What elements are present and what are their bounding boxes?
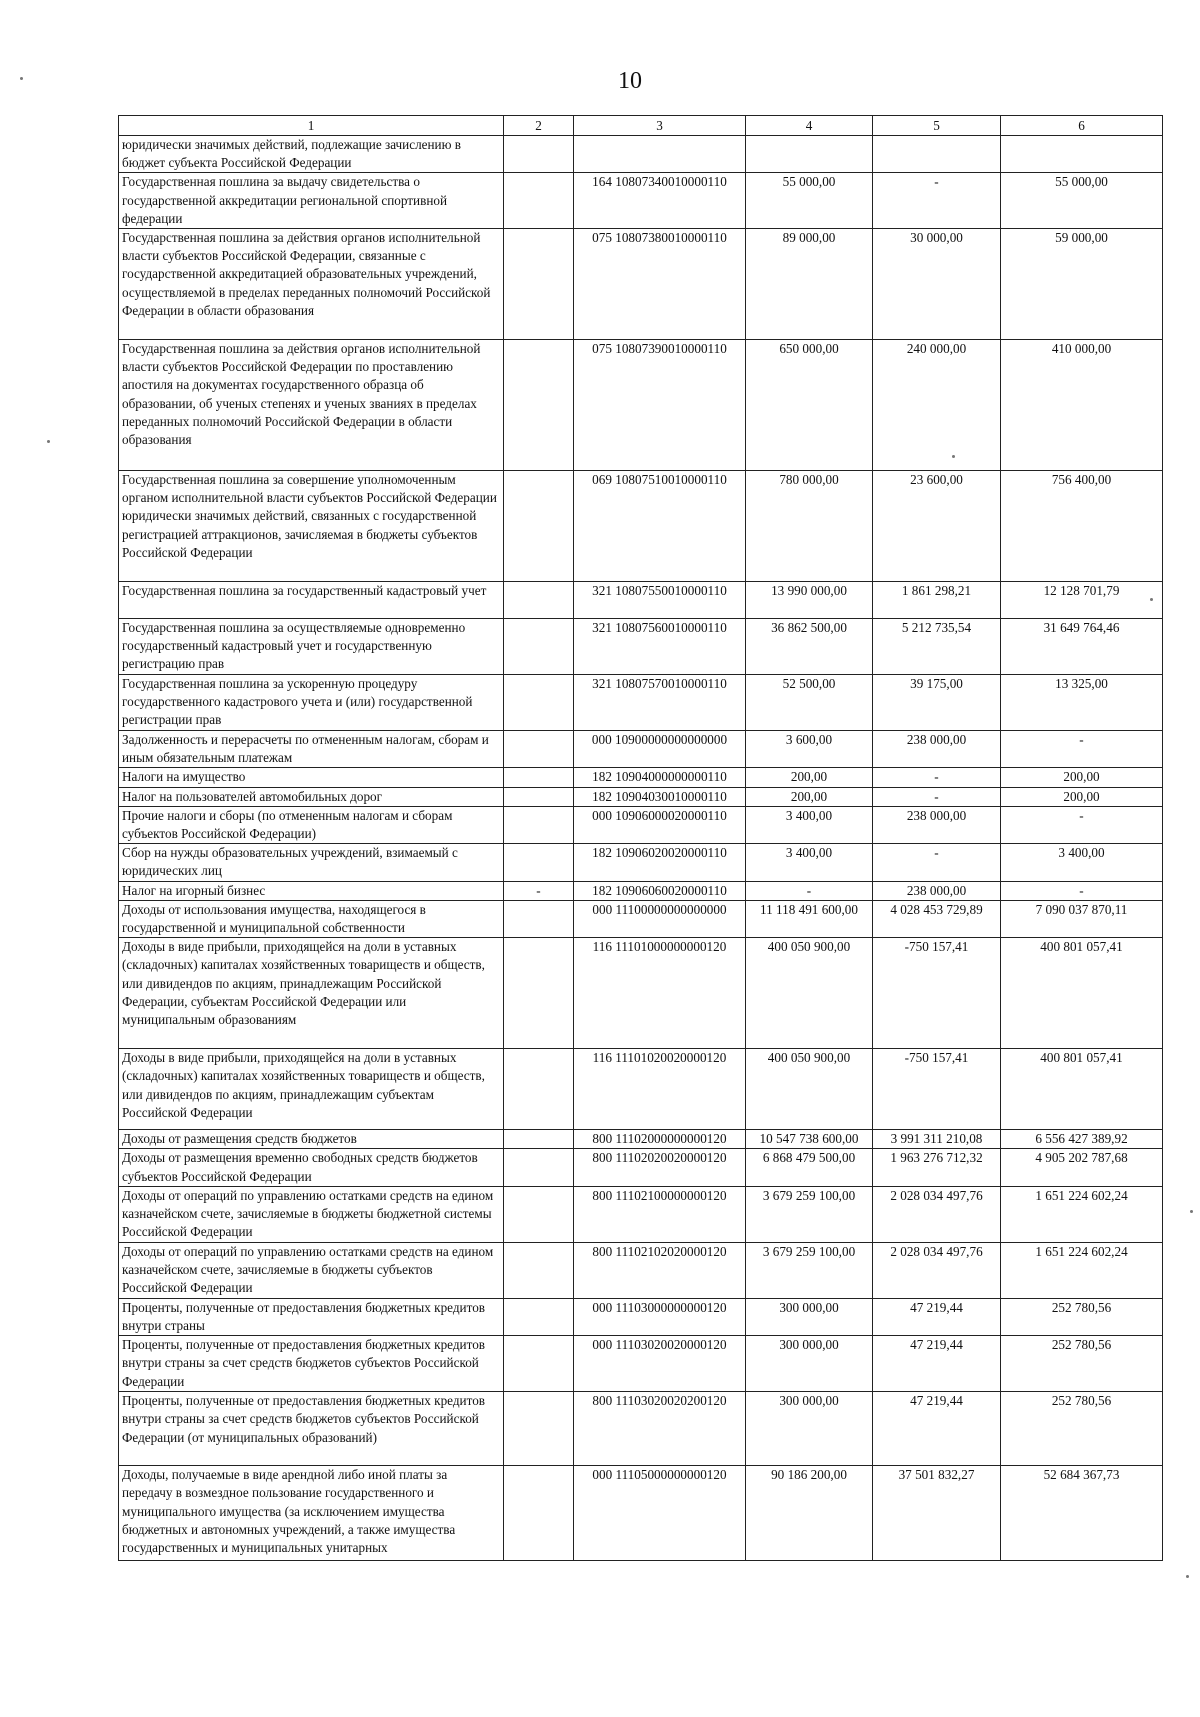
row-executed: - bbox=[873, 787, 1001, 806]
row-name: Налог на пользователей автомобильных дорог bbox=[119, 787, 504, 806]
row-code: 075 10807390010000110 bbox=[574, 340, 746, 471]
row-code: 000 11103020020000120 bbox=[574, 1336, 746, 1392]
revenue-table bbox=[118, 115, 1163, 1561]
table-row bbox=[119, 1466, 1163, 1561]
table-row bbox=[119, 340, 1163, 471]
table-row bbox=[119, 768, 1163, 787]
row-executed: 238 000,00 bbox=[873, 881, 1001, 900]
row-remaining: 7 090 037 870,11 bbox=[1001, 900, 1163, 937]
table-row bbox=[119, 881, 1163, 900]
row-name: Проценты, полученные от предоставления бюджетных кредитов внутри страны за счет средств бюджетов субъектов Российской Федерации (от муниципальных образований) bbox=[119, 1392, 504, 1466]
row-executed: 37 501 832,27 bbox=[873, 1466, 1001, 1561]
row-column-2 bbox=[504, 1049, 574, 1130]
row-column-2 bbox=[504, 900, 574, 937]
row-executed: 47 219,44 bbox=[873, 1298, 1001, 1335]
table-row bbox=[119, 173, 1163, 229]
row-code: 182 10906060020000110 bbox=[574, 881, 746, 900]
row-remaining: 1 651 224 602,24 bbox=[1001, 1186, 1163, 1242]
table-row bbox=[119, 229, 1163, 340]
row-code: 800 11103020020200120 bbox=[574, 1392, 746, 1466]
row-remaining: 31 649 764,46 bbox=[1001, 619, 1163, 675]
table-row bbox=[119, 1392, 1163, 1466]
table-row bbox=[119, 619, 1163, 675]
row-name: Доходы в виде прибыли, приходящейся на доли в уставных (складочных) капиталах хозяйственных товариществ и обществ, или дивидендов по акциям, принадлежащим субъектам Российской Федерации bbox=[119, 1049, 504, 1130]
table-row bbox=[119, 844, 1163, 881]
row-column-2 bbox=[504, 806, 574, 843]
row-remaining: 59 000,00 bbox=[1001, 229, 1163, 340]
row-column-2 bbox=[504, 340, 574, 471]
row-executed: 30 000,00 bbox=[873, 229, 1001, 340]
row-name: юридически значимых действий, подлежащие зачислению в бюджет субъекта Российской Федерации bbox=[119, 136, 504, 173]
table-row bbox=[119, 1242, 1163, 1298]
row-executed: 1 861 298,21 bbox=[873, 582, 1001, 619]
table-row bbox=[119, 938, 1163, 1049]
row-column-2 bbox=[504, 1130, 574, 1149]
row-name: Доходы от операций по управлению остатками средств на едином казначейском счете, зачисляемые в бюджеты бюджетной системы Российской Федерации bbox=[119, 1186, 504, 1242]
row-name: Проценты, полученные от предоставления бюджетных кредитов внутри страны за счет средств бюджетов субъектов Российской Федерации bbox=[119, 1336, 504, 1392]
row-code: 000 11100000000000000 bbox=[574, 900, 746, 937]
row-executed: 47 219,44 bbox=[873, 1392, 1001, 1466]
row-executed: 238 000,00 bbox=[873, 731, 1001, 768]
row-remaining: 55 000,00 bbox=[1001, 173, 1163, 229]
row-plan: 10 547 738 600,00 bbox=[746, 1130, 873, 1149]
row-plan: 780 000,00 bbox=[746, 471, 873, 582]
row-executed: - bbox=[873, 768, 1001, 787]
row-code: 321 10807560010000110 bbox=[574, 619, 746, 675]
table-row bbox=[119, 471, 1163, 582]
row-column-2 bbox=[504, 229, 574, 340]
column-header: 3 bbox=[574, 116, 746, 136]
row-name: Налог на игорный бизнес bbox=[119, 881, 504, 900]
row-name: Доходы от размещения средств бюджетов bbox=[119, 1130, 504, 1149]
row-plan: 13 990 000,00 bbox=[746, 582, 873, 619]
row-plan: 3 600,00 bbox=[746, 731, 873, 768]
row-column-2 bbox=[504, 1242, 574, 1298]
row-remaining: 13 325,00 bbox=[1001, 675, 1163, 731]
row-name: Налоги на имущество bbox=[119, 768, 504, 787]
row-plan: 400 050 900,00 bbox=[746, 1049, 873, 1130]
row-plan bbox=[746, 136, 873, 173]
row-name: Государственная пошлина за совершение уполномоченным органом исполнительной власти субъектов Российской Федерации юридически значимых действий, связанных с государственной регистрацией аттракционов, зачисляемая в бюджеты субъектов Российской Федерации bbox=[119, 471, 504, 582]
row-code: 800 11102020020000120 bbox=[574, 1149, 746, 1186]
row-remaining: 400 801 057,41 bbox=[1001, 1049, 1163, 1130]
row-name: Государственная пошлина за выдачу свидетельства о государственной аккредитации региональной спортивной федерации bbox=[119, 173, 504, 229]
row-name: Государственная пошлина за осуществляемые одновременно государственный кадастровый учет и государственную регистрацию прав bbox=[119, 619, 504, 675]
table-row bbox=[119, 1049, 1163, 1130]
row-executed: - bbox=[873, 844, 1001, 881]
row-plan: 300 000,00 bbox=[746, 1392, 873, 1466]
row-name: Государственная пошлина за государственный кадастровый учет bbox=[119, 582, 504, 619]
row-remaining: 252 780,56 bbox=[1001, 1336, 1163, 1392]
row-column-2 bbox=[504, 173, 574, 229]
row-plan: 400 050 900,00 bbox=[746, 938, 873, 1049]
row-name: Проценты, полученные от предоставления бюджетных кредитов внутри страны bbox=[119, 1298, 504, 1335]
row-column-2 bbox=[504, 938, 574, 1049]
row-code: 321 10807570010000110 bbox=[574, 675, 746, 731]
row-remaining: - bbox=[1001, 881, 1163, 900]
table-row bbox=[119, 1149, 1163, 1186]
row-executed: -750 157,41 bbox=[873, 1049, 1001, 1130]
row-plan: 3 400,00 bbox=[746, 806, 873, 843]
scan-speck bbox=[1150, 598, 1153, 601]
row-code: 164 10807340010000110 bbox=[574, 173, 746, 229]
page-number: 10 bbox=[618, 68, 642, 94]
row-remaining: 4 905 202 787,68 bbox=[1001, 1149, 1163, 1186]
row-plan: 650 000,00 bbox=[746, 340, 873, 471]
table-row bbox=[119, 900, 1163, 937]
row-code: 116 11101020020000120 bbox=[574, 1049, 746, 1130]
row-plan: 90 186 200,00 bbox=[746, 1466, 873, 1561]
column-header: 1 bbox=[119, 116, 504, 136]
row-executed: 2 028 034 497,76 bbox=[873, 1242, 1001, 1298]
column-header: 2 bbox=[504, 116, 574, 136]
row-remaining: 6 556 427 389,92 bbox=[1001, 1130, 1163, 1149]
row-executed: - bbox=[873, 173, 1001, 229]
row-column-2 bbox=[504, 787, 574, 806]
row-name: Доходы в виде прибыли, приходящейся на доли в уставных (складочных) капиталах хозяйственных товариществ и обществ, или дивидендов по акциям, принадлежащим Российской Федерации, субъектам Российской Федерации или муниципальным образованиям bbox=[119, 938, 504, 1049]
row-plan: 6 868 479 500,00 bbox=[746, 1149, 873, 1186]
table-body bbox=[119, 136, 1163, 1561]
column-header: 6 bbox=[1001, 116, 1163, 136]
row-code bbox=[574, 136, 746, 173]
table-row bbox=[119, 787, 1163, 806]
row-name: Доходы от операций по управлению остатками средств на едином казначейском счете, зачисляемые в бюджеты субъектов Российской Федерации bbox=[119, 1242, 504, 1298]
row-remaining: - bbox=[1001, 806, 1163, 843]
row-code: 321 10807550010000110 bbox=[574, 582, 746, 619]
row-column-2 bbox=[504, 1392, 574, 1466]
scan-speck bbox=[20, 77, 23, 80]
row-remaining: 52 684 367,73 bbox=[1001, 1466, 1163, 1561]
row-executed: 1 963 276 712,32 bbox=[873, 1149, 1001, 1186]
row-code: 182 10904000000000110 bbox=[574, 768, 746, 787]
row-code: 800 11102000000000120 bbox=[574, 1130, 746, 1149]
row-executed bbox=[873, 136, 1001, 173]
row-column-2 bbox=[504, 675, 574, 731]
row-executed: 238 000,00 bbox=[873, 806, 1001, 843]
row-name: Государственная пошлина за действия органов исполнительной власти субъектов Российской Федерации по проставлению апостиля на документах государственного образца об образовании, об ученых степенях и ученых званиях в пределах переданных полномочий Российской Федерации в области образования bbox=[119, 340, 504, 471]
row-column-2 bbox=[504, 1186, 574, 1242]
row-executed: 23 600,00 bbox=[873, 471, 1001, 582]
row-executed: 3 991 311 210,08 bbox=[873, 1130, 1001, 1149]
table-row bbox=[119, 582, 1163, 619]
table-row bbox=[119, 675, 1163, 731]
row-plan: 3 400,00 bbox=[746, 844, 873, 881]
row-code: 075 10807380010000110 bbox=[574, 229, 746, 340]
row-column-2 bbox=[504, 768, 574, 787]
row-executed: -750 157,41 bbox=[873, 938, 1001, 1049]
row-plan: 200,00 bbox=[746, 787, 873, 806]
row-plan: 52 500,00 bbox=[746, 675, 873, 731]
table-row bbox=[119, 1186, 1163, 1242]
row-remaining: - bbox=[1001, 731, 1163, 768]
row-plan: 300 000,00 bbox=[746, 1298, 873, 1335]
row-remaining: 12 128 701,79 bbox=[1001, 582, 1163, 619]
row-name: Государственная пошлина за ускоренную процедуру государственного кадастрового учета и (или) государственной регистрации прав bbox=[119, 675, 504, 731]
column-header: 4 bbox=[746, 116, 873, 136]
row-remaining bbox=[1001, 136, 1163, 173]
scan-speck bbox=[1190, 1210, 1193, 1213]
row-plan: 300 000,00 bbox=[746, 1336, 873, 1392]
table-row bbox=[119, 136, 1163, 173]
row-remaining: 756 400,00 bbox=[1001, 471, 1163, 582]
row-remaining: 400 801 057,41 bbox=[1001, 938, 1163, 1049]
row-code: 182 10904030010000110 bbox=[574, 787, 746, 806]
row-name: Государственная пошлина за действия органов исполнительной власти субъектов Российской Федерации, связанные с государственной аккредитацией образовательных учреждений, осуществляемой в пределах переданных полномочий Российской Федерации в области образования bbox=[119, 229, 504, 340]
table-header-row bbox=[119, 116, 1163, 136]
row-column-2 bbox=[504, 471, 574, 582]
row-code: 116 11101000000000120 bbox=[574, 938, 746, 1049]
row-code: 000 11105000000000120 bbox=[574, 1466, 746, 1561]
table-row bbox=[119, 806, 1163, 843]
row-column-2 bbox=[504, 619, 574, 675]
row-name: Задолженность и перерасчеты по отмененным налогам, сборам и иным обязательным платежам bbox=[119, 731, 504, 768]
table-row bbox=[119, 1298, 1163, 1335]
row-executed: 5 212 735,54 bbox=[873, 619, 1001, 675]
row-column-2 bbox=[504, 844, 574, 881]
scan-speck bbox=[952, 455, 955, 458]
row-plan: - bbox=[746, 881, 873, 900]
row-name: Доходы от размещения временно свободных средств бюджетов субъектов Российской Федерации bbox=[119, 1149, 504, 1186]
row-executed: 2 028 034 497,76 bbox=[873, 1186, 1001, 1242]
row-name: Сбор на нужды образовательных учреждений, взимаемый с юридических лиц bbox=[119, 844, 504, 881]
row-remaining: 1 651 224 602,24 bbox=[1001, 1242, 1163, 1298]
row-remaining: 252 780,56 bbox=[1001, 1298, 1163, 1335]
row-name: Доходы, получаемые в виде арендной либо иной платы за передачу в возмездное пользование государственного и муниципального имущества (за исключением имущества бюджетных и автономных учреждений, а также имущества государственных и муниципальных унитарных bbox=[119, 1466, 504, 1561]
row-remaining: 200,00 bbox=[1001, 768, 1163, 787]
row-plan: 3 679 259 100,00 bbox=[746, 1242, 873, 1298]
row-code: 182 10906020020000110 bbox=[574, 844, 746, 881]
scan-speck bbox=[1186, 1575, 1189, 1578]
table-row bbox=[119, 731, 1163, 768]
table-row bbox=[119, 1130, 1163, 1149]
row-column-2: - bbox=[504, 881, 574, 900]
row-plan: 200,00 bbox=[746, 768, 873, 787]
row-remaining: 252 780,56 bbox=[1001, 1392, 1163, 1466]
row-column-2 bbox=[504, 582, 574, 619]
row-remaining: 200,00 bbox=[1001, 787, 1163, 806]
row-column-2 bbox=[504, 1466, 574, 1561]
row-plan: 89 000,00 bbox=[746, 229, 873, 340]
row-executed: 39 175,00 bbox=[873, 675, 1001, 731]
row-remaining: 410 000,00 bbox=[1001, 340, 1163, 471]
row-code: 069 10807510010000110 bbox=[574, 471, 746, 582]
row-code: 800 11102100000000120 bbox=[574, 1186, 746, 1242]
column-header: 5 bbox=[873, 116, 1001, 136]
row-plan: 36 862 500,00 bbox=[746, 619, 873, 675]
row-name: Прочие налоги и сборы (по отмененным налогам и сборам субъектов Российской Федерации) bbox=[119, 806, 504, 843]
row-plan: 55 000,00 bbox=[746, 173, 873, 229]
row-column-2 bbox=[504, 1149, 574, 1186]
row-code: 800 11102102020000120 bbox=[574, 1242, 746, 1298]
row-executed: 240 000,00 bbox=[873, 340, 1001, 471]
row-plan: 3 679 259 100,00 bbox=[746, 1186, 873, 1242]
row-plan: 11 118 491 600,00 bbox=[746, 900, 873, 937]
row-remaining: 3 400,00 bbox=[1001, 844, 1163, 881]
row-name: Доходы от использования имущества, находящегося в государственной и муниципальной собственности bbox=[119, 900, 504, 937]
row-executed: 4 028 453 729,89 bbox=[873, 900, 1001, 937]
row-code: 000 11103000000000120 bbox=[574, 1298, 746, 1335]
scan-speck bbox=[47, 440, 50, 443]
row-code: 000 10900000000000000 bbox=[574, 731, 746, 768]
row-code: 000 10906000020000110 bbox=[574, 806, 746, 843]
row-column-2 bbox=[504, 1298, 574, 1335]
row-column-2 bbox=[504, 136, 574, 173]
row-column-2 bbox=[504, 1336, 574, 1392]
row-column-2 bbox=[504, 731, 574, 768]
row-executed: 47 219,44 bbox=[873, 1336, 1001, 1392]
table-row bbox=[119, 1336, 1163, 1392]
